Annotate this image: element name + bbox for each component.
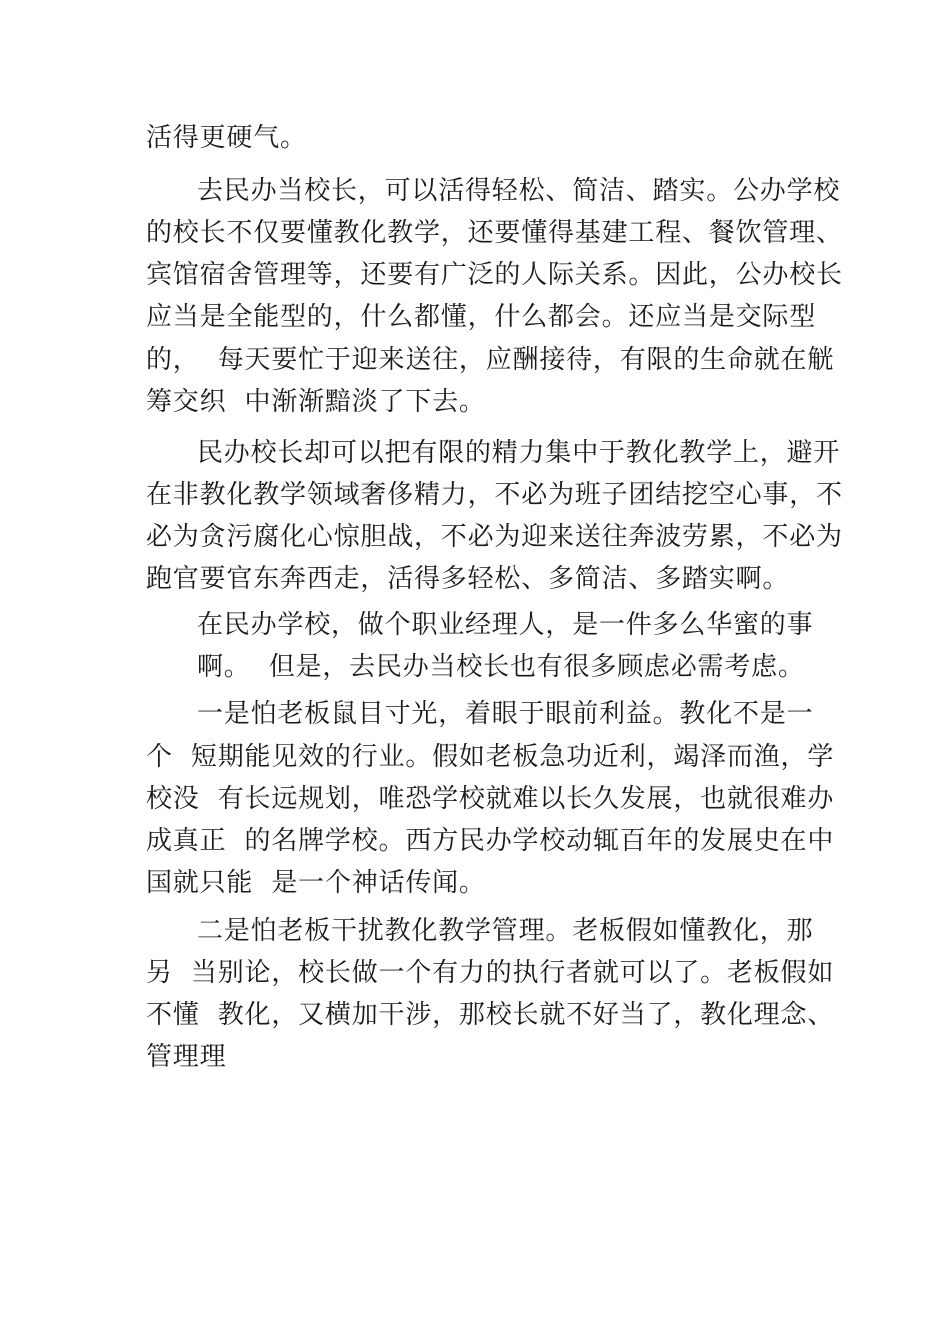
text-line: 在民办学校，做个职业经理人，是一件多么华蜜的事 — [197, 610, 814, 640]
text-line: 应当是全能型的，什么都懂，什么都会。还应当是交际型 — [146, 302, 817, 332]
text-line: 管理理 — [146, 1042, 227, 1072]
text-line: 去民办当校长，可以活得轻松、简洁、踏实。公办学校 — [197, 176, 841, 206]
text-line: 个 短期能见效的行业。假如老板急功近利，竭泽而渔，学 — [146, 742, 835, 772]
text-line: 的， 每天要忙于迎来送往，应酬接待，有限的生命就在觥 — [146, 345, 835, 375]
text-line: 民办校长却可以把有限的精力集中于教化教学上，避开 — [197, 438, 841, 468]
text-line: 的校长不仅要懂教化教学，还要懂得基建工程、餐饮管理、 — [146, 218, 843, 248]
text-line: 筹交织 中渐渐黯淡了下去。 — [146, 387, 486, 417]
text-line: 校没 有长远规划，唯恐学校就难以长久发展，也就很难办 — [146, 784, 835, 814]
text-line: 宾馆宿舍管理等，还要有广泛的人际关系。因此，公办校长 — [146, 260, 843, 290]
text-line: 在非教化教学领域奢侈精力，不必为班子团结挖空心事，不 — [146, 480, 843, 510]
text-line: 不懂 教化，又横加干涉，那校长就不好当了，教化理念、 — [146, 1000, 835, 1030]
text-line: 活得更硬气。 — [146, 123, 307, 153]
text-line: 必为贪污腐化心惊胆战，不必为迎来送往奔波劳累，不必为 — [146, 522, 843, 552]
text-line: 啊。 但是，去民办当校长也有很多顾虑必需考虑。 — [197, 652, 805, 682]
text-line: 成真正 的名牌学校。西方民办学校动辄百年的发展史在中 — [146, 826, 835, 856]
text-line: 跑官要官东奔西走，活得多轻松、多简洁、多踏实啊。 — [146, 564, 790, 594]
text-line: 二是怕老板干扰教化教学管理。老板假如懂教化，那 — [197, 916, 814, 946]
text-line: 一是怕老板鼠目寸光，着眼于眼前利益。教化不是一 — [197, 699, 814, 729]
text-line: 国就只能 是一个神话传闻。 — [146, 868, 486, 898]
text-line: 另 当别论，校长做一个有力的执行者就可以了。老板假如 — [146, 958, 835, 988]
